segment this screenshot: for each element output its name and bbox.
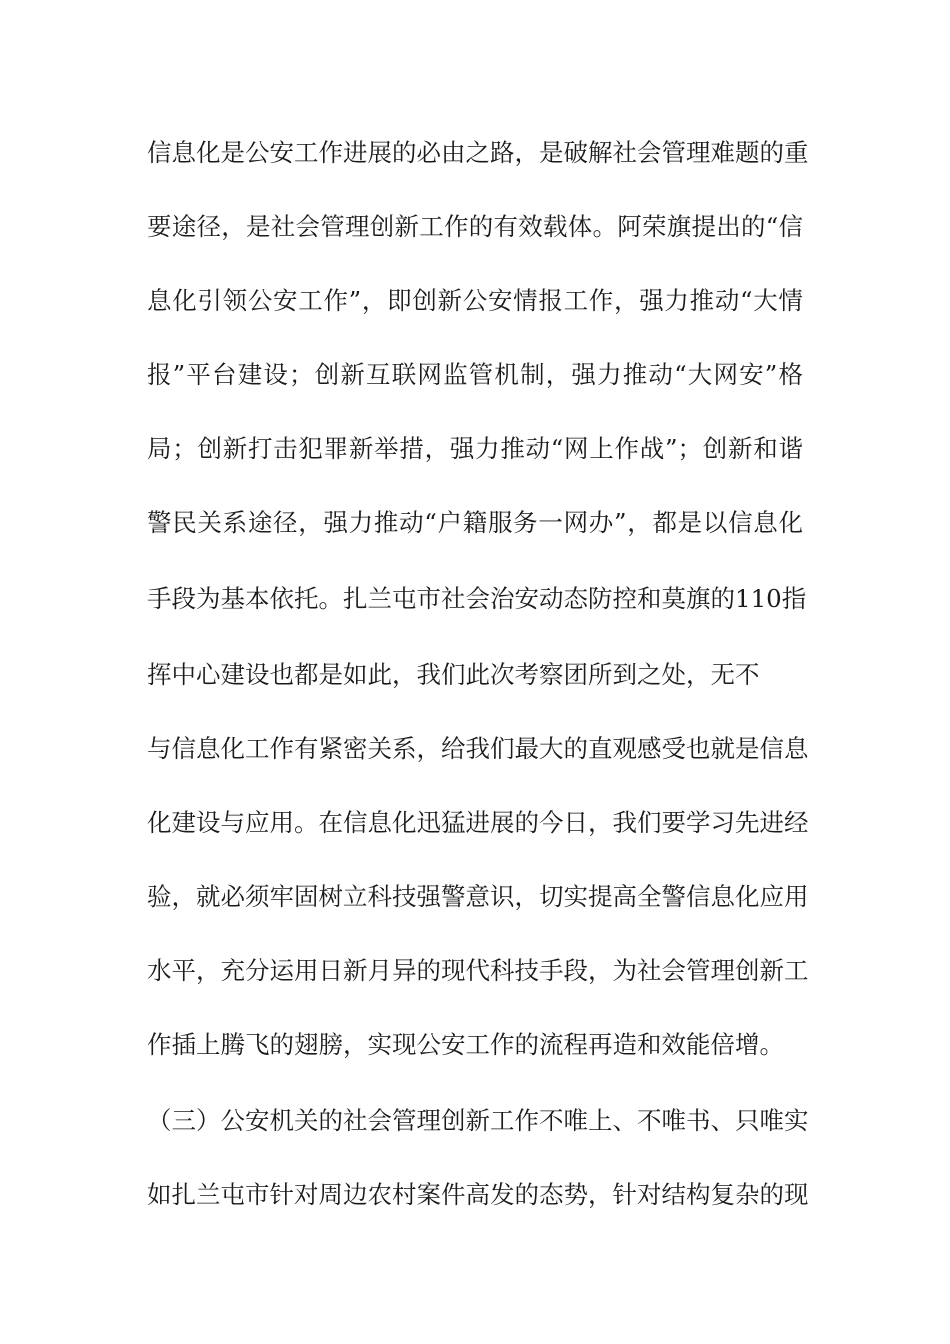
paragraph-line: 挥中心建设也都是如此，我们此次考察团所到之处，无不: [147, 660, 760, 689]
paragraph-line: 局；创新打击犯罪新举措，强力推动“网上作战”；创新和谐: [147, 434, 803, 463]
paragraph-line: 化建设与应用。在信息化迅猛进展的今日，我们要学习先进经: [147, 808, 809, 837]
paragraph-line: 如扎兰屯市针对周边农村案件高发的态势，针对结构复杂的现: [147, 1180, 809, 1209]
paragraph-line: 息化引领公安工作”，即创新公安情报工作，强力推动“大情: [147, 286, 803, 315]
paragraph-line: 作插上腾飞的翅膀，实现公安工作的流程再造和效能倍增。: [147, 1030, 784, 1059]
paragraph-line: 手段为基本依托。扎兰屯市社会治安动态防控和莫旗的110指: [147, 584, 807, 613]
paragraph-line: 水平，充分运用日新月异的现代科技手段，为社会管理创新工: [147, 956, 809, 985]
paragraph-line: 信息化是公安工作进展的必由之路，是破解社会管理难题的重: [147, 138, 809, 167]
section-heading: （三）公安机关的社会管理创新工作不唯上、不唯书、只唯实: [147, 1106, 809, 1135]
paragraph-line: 报”平台建设；创新互联网监管机制，强力推动“大网安”格: [147, 360, 803, 389]
paragraph-line: 验，就必须牢固树立科技强警意识，切实提高全警信息化应用: [147, 882, 809, 911]
paragraph-line: 警民关系途径，强力推动“户籍服务一网办”，都是以信息化: [147, 508, 803, 537]
paragraph-line: 要途径，是社会管理创新工作的有效载体。阿荣旗提出的“信: [147, 212, 803, 241]
paragraph-line: 与信息化工作有紧密关系，给我们最大的直观感受也就是信息: [147, 734, 809, 763]
